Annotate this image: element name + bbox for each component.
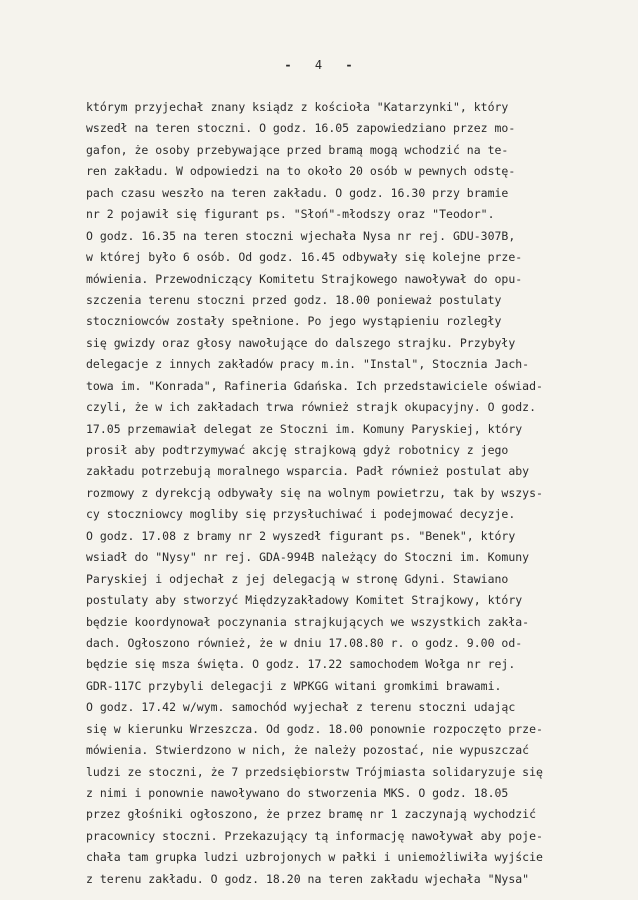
text-line: delegacje z innych zakładów pracy m.in. "Instal", Stocznia Jach- <box>86 357 530 372</box>
page-number-value: 4 <box>314 58 324 72</box>
page-number-dash-left: - <box>284 58 293 72</box>
text-line: mówienia. Przewodniczący Komitetu Strajkowego nawoływał do opu- <box>86 271 523 286</box>
text-line: O godz. 17.08 z bramy nr 2 wyszedł figurant ps. "Benek", który <box>86 528 516 543</box>
text-line: cy stoczniowcy mogliby się przysłuchiwać i podejmować decyzje. <box>86 507 516 522</box>
text-line: 17.05 przemawiał delegat ze Stoczni im. Komuny Paryskiej, który <box>86 421 523 436</box>
text-line: czyli, że w ich zakładach trwa również strajk okupacyjny. O godz. <box>86 400 537 415</box>
text-line: przez głośniki ogłoszono, że przez bramę nr 1 zaczynają wychodzić <box>86 807 537 822</box>
page-number-dash-right: - <box>345 58 354 72</box>
text-line: będzie koordynował poczynania strajkujących we wszystkich zakła- <box>86 614 530 629</box>
text-line: z terenu zakładu. O godz. 18.20 na teren zakładu wjechała "Nysa" <box>86 871 530 886</box>
text-line: w której było 6 osób. Od godz. 16.45 odbywały się kolejne prze- <box>86 250 523 265</box>
text-line: O godz. 16.35 na teren stoczni wjechała Nysa nr rej. GDU-307B, <box>86 228 516 243</box>
text-line: GDR-117C przybyli delegacji z WPKGG witani gromkimi brawami. <box>86 678 502 693</box>
text-line: towa im. "Konrada", Rafineria Gdańska. Ich przedstawiciele oświad- <box>86 378 543 393</box>
text-line: postulaty aby stworzyć Międzyzakładowy Komitet Strajkowy, który <box>86 593 523 608</box>
text-line: ludzi ze stoczni, że 7 przedsiębiorstw Trójmiasta solidaryzuje się <box>86 764 543 779</box>
text-line: ren zakładu. W odpowiedzi na to około 20 osób w pewnych odstę- <box>86 164 516 179</box>
text-line: którym przyjechał znany ksiądz z kościoła "Katarzynki", który <box>86 100 509 114</box>
text-line: prosił aby podtrzymywać akcję strajkową gdyż robotnicy z jego <box>86 443 509 457</box>
page-number <box>0 58 638 72</box>
text-line: będzie się msza święta. O godz. 17.22 samochodem Wołga nr rej. <box>86 657 516 672</box>
text-line: dach. Ogłoszono również, że w dniu 17.08.80 r. o godz. 9.00 od- <box>86 635 523 650</box>
text-line: wszedł na teren stoczni. O godz. 16.05 zapowiedziano przez mo- <box>86 121 516 136</box>
text-line: O godz. 17.42 w/wym. samochód wyjechał z terenu stoczni udając <box>86 700 516 715</box>
text-line: się gwizdy oraz głosy nawołujące do dalszego strajku. Przybyły <box>86 335 516 350</box>
body-text <box>86 97 586 890</box>
text-line: pracownicy stoczni. Przekazujący tą informację nawoływał aby poje- <box>86 828 543 843</box>
text-line: chała tam grupka ludzi uzbrojonych w pałki i uniemożliwiła wyjście <box>86 850 543 865</box>
text-line: szczenia terenu stoczni przed godz. 18.00 ponieważ postulaty <box>86 292 502 307</box>
text-line: wsiadł do "Nysy" nr rej. GDA-994B należący do Stoczni im. Komuny <box>86 550 530 565</box>
text-line: mówienia. Stwierdzono w nich, że należy pozostać, nie wypuszczać <box>86 743 530 758</box>
text-line: zakładu potrzebują moralnego wsparcia. Padł również postulat aby <box>86 464 530 479</box>
text-line: gafon, że osoby przebywające przed bramą mogą wchodzić na te- <box>86 142 509 157</box>
text-line: się w kierunku Wrzeszcza. Od godz. 18.00 ponownie rozpoczęto prze- <box>86 721 543 736</box>
text-line: stoczniowców zostały spełnione. Po jego wystąpieniu rozległy <box>86 314 502 329</box>
text-line: rozmowy z dyrekcją odbywały się na wolnym powietrzu, tak by wszys- <box>86 485 543 500</box>
text-line: z nimi i ponownie nawoływano do stworzenia MKS. O godz. 18.05 <box>86 786 509 800</box>
text-line: Paryskiej i odjechał z jej delegacją w stronę Gdyni. Stawiano <box>86 571 509 586</box>
text-line: nr 2 pojawił się figurant ps. "Słoń"-młodszy oraz "Teodor". <box>86 207 495 222</box>
text-line: pach czasu weszło na teren zakładu. O godz. 16.30 przy bramie <box>86 185 509 200</box>
